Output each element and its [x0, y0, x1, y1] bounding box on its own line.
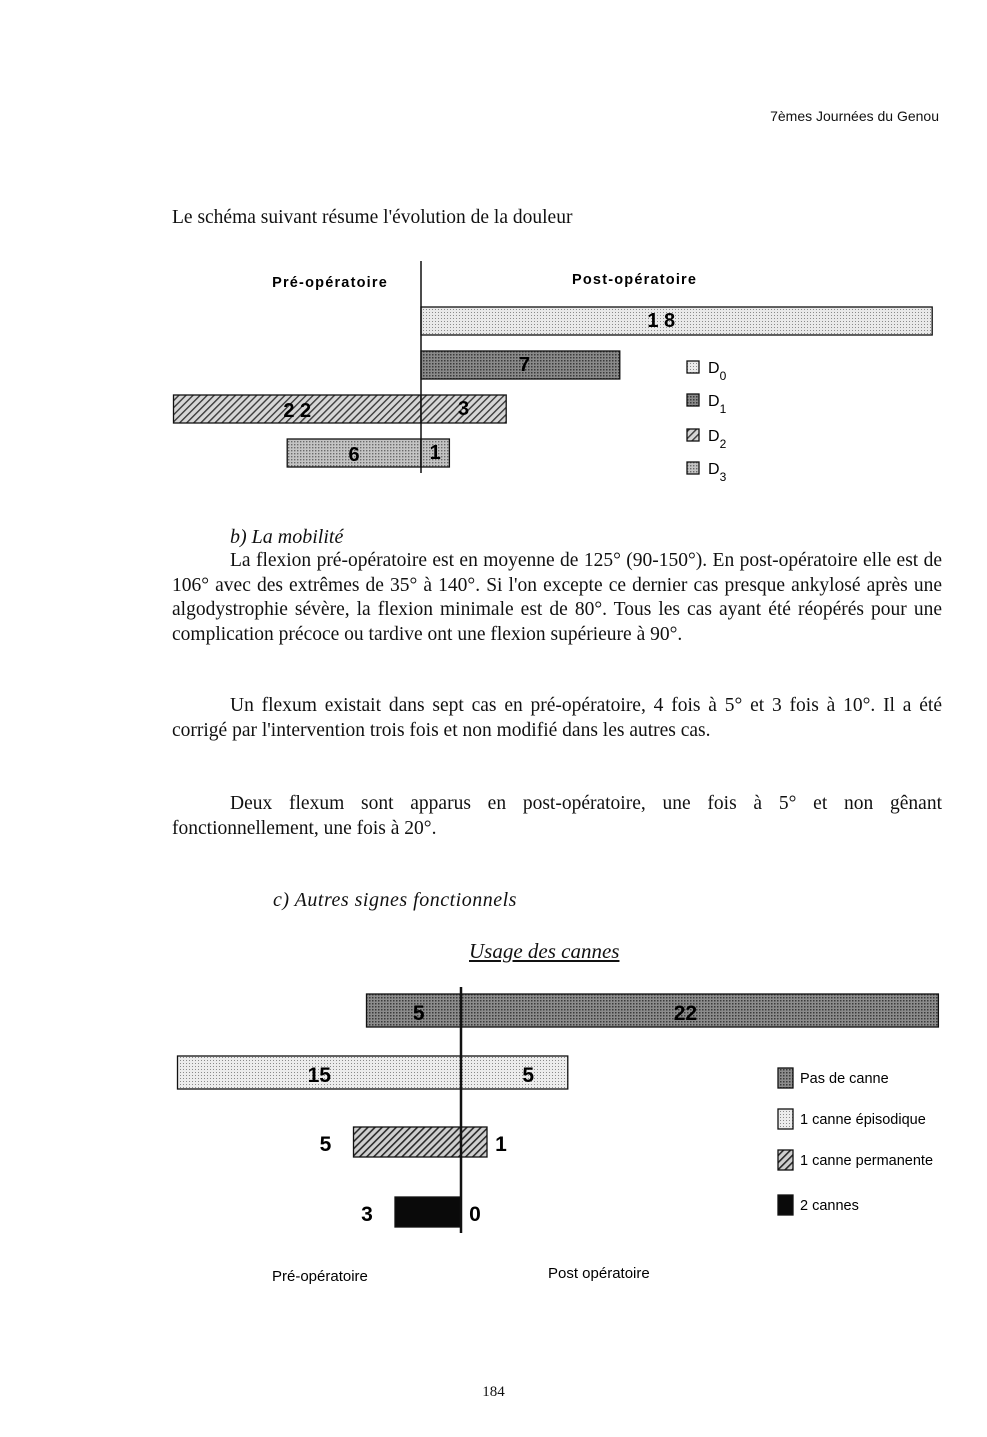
canes-bar-pre-3	[395, 1197, 461, 1227]
pain-label-pre-2: 2 2	[283, 400, 312, 422]
pain-label-pre-3: 6	[348, 444, 360, 466]
intro-sentence: Le schéma suivant résume l'évolution de la douleur	[172, 207, 573, 228]
pain-legend-swatch-2	[687, 429, 699, 441]
pain-legend-label-0: $D_0$	[708, 360, 727, 383]
canes-label-post-2: 1	[495, 1133, 507, 1156]
canes-bar-pre-2	[354, 1127, 462, 1157]
canes-label-pre-1: 15	[307, 1064, 331, 1087]
section-c-title: c) Autres signes fonctionnels	[273, 889, 517, 911]
canes-legend-swatch-2	[778, 1150, 793, 1170]
canes-side-label-left: Pré-opératoire	[272, 1268, 368, 1285]
pain-label-post-1: 7	[518, 354, 530, 376]
canes-chart-title: Usage des cannes	[469, 939, 620, 963]
canes-chart	[0, 985, 987, 1295]
canes-label-post-0: 22	[673, 1002, 698, 1025]
pain-label-post-2: 3	[458, 398, 470, 420]
canes-legend-swatch-1	[778, 1109, 793, 1129]
canes-side-label-right: Post opératoire	[548, 1265, 650, 1282]
page-number: 184	[482, 1384, 505, 1400]
canes-label-pre-2: 5	[319, 1133, 332, 1156]
canes-legend-label-2: 1 canne permanente	[800, 1153, 934, 1169]
section-b-title: b) La mobilité	[230, 526, 344, 548]
canes-label-pre-0: 5	[412, 1002, 425, 1025]
canes-label-post-3: 0	[469, 1203, 481, 1226]
pain-label-post-0: 1 8	[647, 310, 676, 332]
pain-legend-label-1: $D_1$	[708, 393, 727, 416]
canes-label-post-1: 5	[522, 1064, 535, 1087]
pain-side-label-right: Post-opératoire	[572, 272, 698, 288]
pain-chart	[0, 255, 987, 495]
pain-legend-swatch-0	[687, 361, 699, 373]
running-header: 7èmes Journées du Genou	[770, 108, 939, 124]
canes-legend-label-0: Pas de canne	[800, 1071, 889, 1087]
canes-bar-post-2	[461, 1127, 487, 1157]
canes-label-pre-3: 3	[361, 1203, 373, 1226]
pain-label-post-3: 1	[429, 442, 441, 464]
canes-legend-swatch-3	[778, 1195, 793, 1215]
mobility-paragraph-2: Un flexum existait dans sept cas en pré-opératoire, 4 fois à 5° et 3 fois à 10°. Il a été corrigé par l'intervention trois fois et non modifié dans les autres cas.	[172, 695, 942, 741]
pain-legend-swatch-3	[687, 462, 699, 474]
canes-legend-swatch-0	[778, 1068, 793, 1088]
mobility-paragraph-3: Deux flexum sont apparus en post-opératoire, une fois à 5° et non gênant fonctionnellement, une fois à 20°.	[172, 793, 942, 839]
mobility-paragraph-1: La flexion pré-opératoire est en moyenne de 125° (90-150°). En post-opératoire elle est de 106° avec des extrêmes de 35° à 140°. Si l'on excepte ce dernier cas presque ankylosé après une algodystrophie sévère, la flexion minimale est de 80°. Tous les cas ayant été réopérés pour une complication précoce ou tardive ont une flexion supérieure à 90°.	[172, 550, 942, 645]
pain-side-label-left: Pré-opératoire	[272, 275, 388, 291]
canes-bar-post-1	[461, 1056, 568, 1089]
pain-legend-label-2: $D_2$	[708, 428, 727, 451]
canes-bar-post-0	[461, 994, 938, 1027]
pain-legend-label-3: $D_3$	[708, 461, 727, 484]
pain-legend-swatch-1	[687, 394, 699, 406]
pain-bar-post-0	[421, 307, 932, 335]
canes-legend-label-1: 1 canne épisodique	[800, 1112, 926, 1128]
canes-legend-label-3: 2 cannes	[800, 1198, 859, 1214]
